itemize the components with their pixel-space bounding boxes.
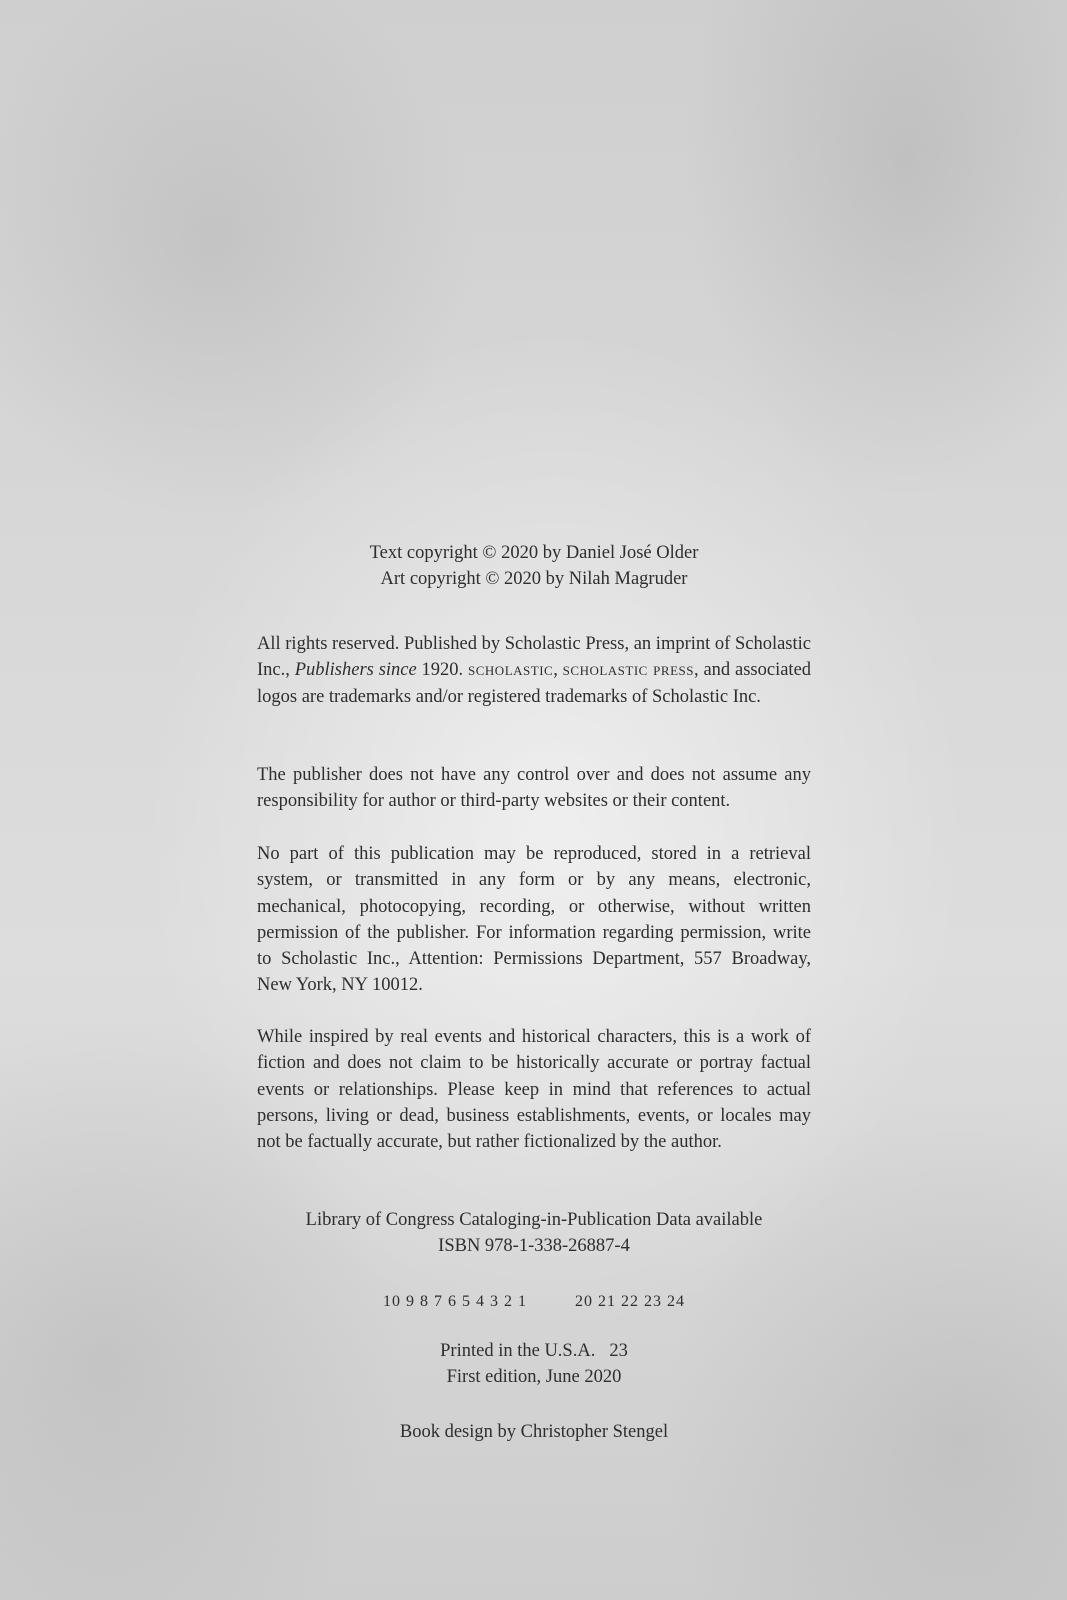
publisher-notice: The publisher does not have any control over and does not assume any responsibility for author or third-party websites or their content. [257, 765, 811, 812]
copyright-lines [257, 540, 811, 593]
rights-part3: , and associated logos are trademarks and/or registered trademarks of Scholastic Inc. [257, 660, 812, 707]
isbn-line: ISBN 978-1-338-26887-4 [438, 1236, 630, 1257]
publishers-since: Publishers since [294, 660, 417, 681]
printing-line [257, 1289, 811, 1315]
reproduction-notice: No part of this publication may be reproduced, stored in a retrieval system, or transmitted in any form or by any means, electronic, mechanical, photocopying, recording, or otherwise, without written permission of the publisher. For information regarding permission, write to Scholastic Inc., Attention: Permissions Department, 557 Broadway, New York, NY 10012. [257, 844, 811, 996]
cataloging-info [257, 1207, 811, 1260]
rights-part2: 1920. [416, 660, 469, 681]
printed-country: Printed in the U.S.A. [440, 1341, 596, 1361]
design-credit: Book design by Christopher Stengel [399, 1422, 669, 1442]
fiction-notice: While inspired by real events and historical characters, this is a work of fiction and does not claim to be historically accurate or portray factual events or relationships. Please keep in mind that references to actual persons, living or dead, business establishments, events, or locales may not be factually accurate, but rather fictionalized by the author. [257, 1027, 811, 1153]
scholastic-trademark: scholastic [468, 660, 554, 681]
edition-line: First edition, June 2020 [446, 1367, 622, 1388]
rights-part1: All rights reserved. Published by Scholastic Press, an imprint of Scholastic Inc., [257, 634, 811, 681]
text-copyright: Text copyright © 2020 by Daniel José Older [369, 543, 699, 563]
plant-code: 23 [609, 1341, 628, 1361]
rights-comma: , [553, 660, 563, 681]
impression-numbers: 10 9 8 7 6 5 4 3 2 1 [383, 1293, 527, 1310]
loc-line: Library of Congress Cataloging-in-Publication Data available [305, 1210, 763, 1230]
printed-info [257, 1338, 811, 1391]
rights-paragraph [257, 631, 811, 710]
art-copyright: Art copyright © 2020 by Nilah Magruder [380, 569, 688, 590]
year-numbers: 20 21 22 23 24 [575, 1293, 685, 1310]
scholastic-press-trademark: scholastic press [562, 660, 694, 681]
